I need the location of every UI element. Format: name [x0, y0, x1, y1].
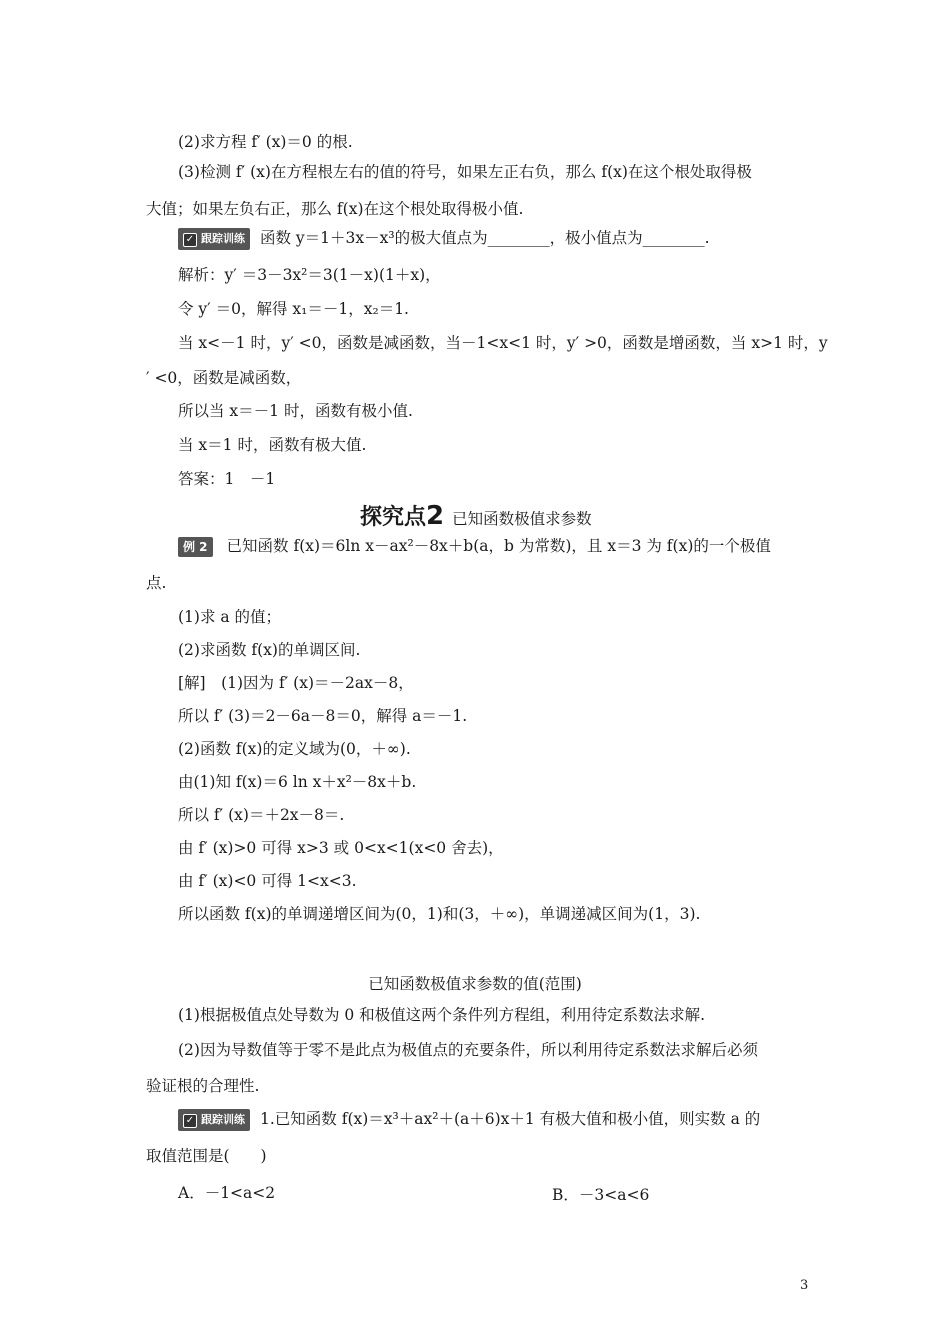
text-line: (1)求 a 的值； — [178, 608, 282, 626]
text-line: 所以函数 f(x)的单调递增区间为(0，1)和(3，＋∞)，单调递减区间为(1，3). — [178, 905, 701, 923]
text-line: (1)根据极值点处导数为 0 和极值这两个条件列方程组，利用待定系数法求解. — [178, 1006, 706, 1024]
option-b: B．－3<a<6 — [552, 1186, 650, 1204]
section-heading: 探究点2 已知函数极值求参数 — [360, 501, 592, 531]
text-line: (2)函数 f(x)的定义域为(0，＋∞). — [178, 740, 411, 758]
text-line: (2)求方程 f′ (x)＝0 的根. — [178, 133, 353, 151]
practice-line: ✓ 跟踪训练 函数 y＝1＋3x－x³的极大值点为________，极小值点为________. — [178, 228, 710, 250]
text-line: 取值范围是( ) — [146, 1147, 267, 1165]
text-line: 当 x＝1 时，函数有极大值. — [178, 436, 367, 454]
text-line: 解析：y′ ＝3－3x²＝3(1－x)(1＋x)， — [178, 266, 441, 284]
text-line: 令 y′ ＝0，解得 x₁＝－1，x₂＝1. — [178, 300, 409, 318]
text-line: 大值；如果左负右正，那么 f(x)在这个根处取得极小值. — [146, 200, 524, 218]
summary-title: 已知函数极值求参数的值(范围) — [368, 975, 582, 993]
text-line: (2)求函数 f(x)的单调区间. — [178, 641, 361, 659]
text-line: (3)检测 f′ (x)在方程根左右的值的符号，如果左正右负，那么 f(x)在这个根处取得极 — [178, 163, 752, 181]
option-a: A．－1<a<2 — [178, 1184, 276, 1202]
text-line: 答案：1 －1 — [178, 470, 276, 488]
text-line: 所以 f′ (3)＝2－6a－8＝0，解得 a＝－1. — [178, 707, 468, 725]
text-line: (2)因为导数值等于零不是此点为极值点的充要条件，所以利用待定系数法求解后必须 — [178, 1041, 758, 1059]
practice-line: ✓ 跟踪训练 1.已知函数 f(x)＝x³＋ax²＋(a＋6)x＋1 有极大值和极小值，则实数 a 的 — [178, 1109, 760, 1131]
text-line: 当 x<－1 时，y′ <0，函数是减函数，当－1<x<1 时，y′ >0，函数是增函数，当 x>1 时，y — [178, 334, 828, 352]
text-line: 所以当 x＝－1 时，函数有极小值. — [178, 402, 413, 420]
text-line: 所以 f′ (x)＝＋2x－8＝. — [178, 806, 345, 824]
text-line: 由 f′ (x)<0 可得 1<x<3. — [178, 872, 357, 890]
check-icon: ✓ — [183, 1114, 197, 1128]
example-badge: 例 2 — [178, 537, 213, 557]
text-line: 由(1)知 f(x)＝6 ln x＋x²－8x＋b. — [178, 773, 417, 791]
example-line: 例 2 已知函数 f(x)＝6ln x－ax²－8x＋b(a，b 为常数)，且 x＝3 为 f(x)的一个极值 — [178, 536, 771, 557]
practice-badge: ✓ 跟踪训练 — [178, 1109, 250, 1131]
page-number: 3 — [800, 1278, 809, 1293]
practice-badge: ✓ 跟踪训练 — [178, 228, 250, 250]
text-line: 由 f′ (x)>0 可得 x>3 或 0<x<1(x<0 舍去)， — [178, 839, 504, 857]
text-line: ′ <0，函数是减函数， — [146, 369, 302, 387]
check-icon: ✓ — [183, 233, 197, 247]
text-line: 验证根的合理性. — [146, 1077, 260, 1095]
text-line: 点. — [146, 574, 167, 592]
text-line: [解] (1)因为 f′ (x)＝－2ax－8， — [178, 674, 414, 692]
